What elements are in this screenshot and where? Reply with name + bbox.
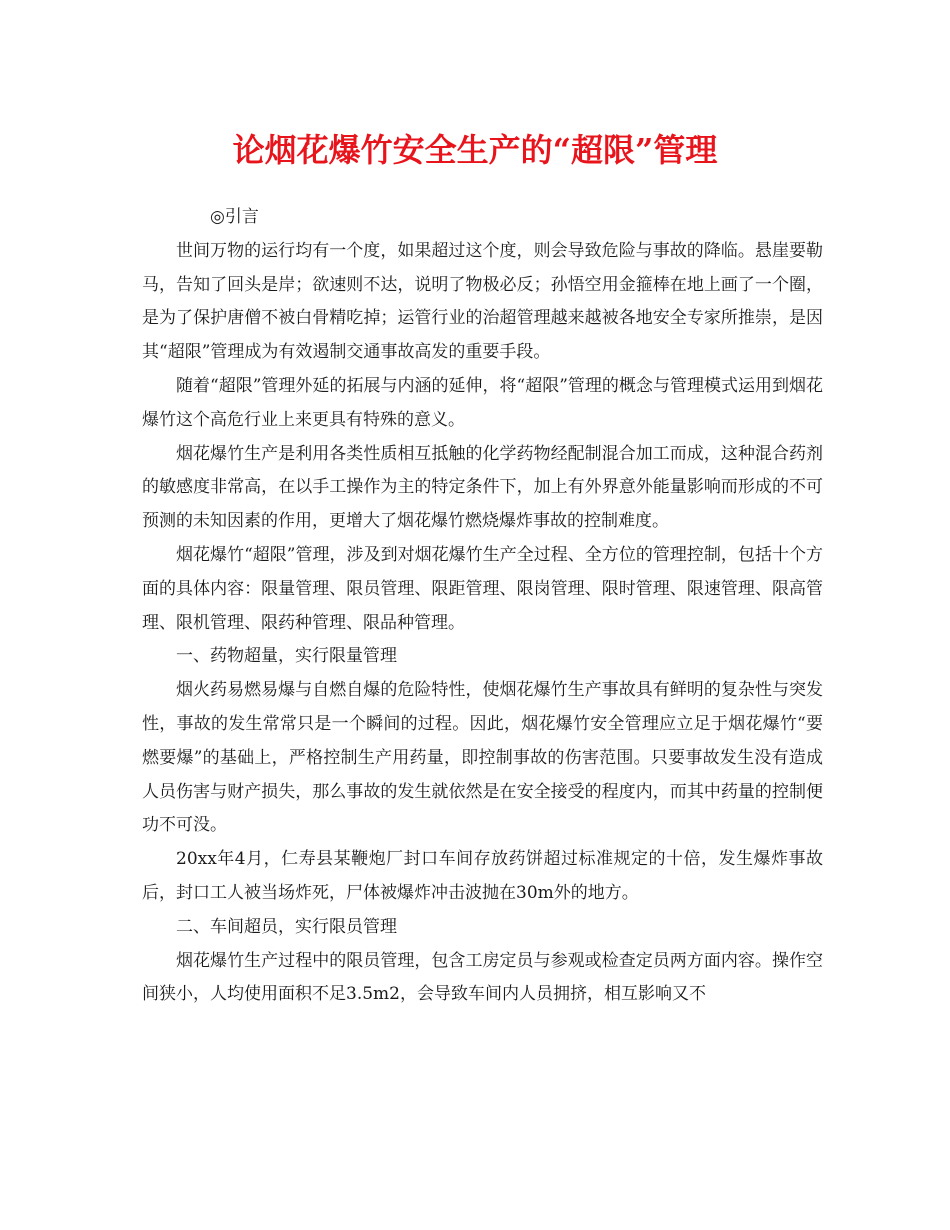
paragraph: 世间万物的运行均有一个度，如果超过这个度，则会导致危险与事故的降临。悬崖要勒马，告知了回头是岸；欲速则不达，说明了物极必反；孙悟空用金箍棒在地上画了一个圈，是为了保护唐僧不被白骨精吃掉；运管行业的治超管理越来越被各地安全专家所推崇，是因其“超限”管理成为有效遏制交通事故高发的重要手段。 (142, 240, 823, 363)
paragraph: 20xx年4月，仁寿县某鞭炮厂封口车间存放药饼超过标准规定的十倍，发生爆炸事故后，封口工人被当场炸死，尸体被爆炸冲击波抛在30m外的地方。 (142, 849, 823, 903)
section-heading: 一、药物超量，实行限量管理 (176, 646, 397, 667)
section-heading: 二、车间超员，实行限员管理 (176, 916, 397, 937)
document-title: 论烟花爆竹安全生产的“超限”管理 (232, 131, 718, 169)
paragraph: 烟花爆竹生产是利用各类性质相互抵触的化学药物经配制混合加工而成，这种混合药剂的敏感度非常高，在以手工操作为主的特定条件下，加上有外界意外能量影响而形成的不可预测的未知因素的作用，更增大了烟花爆竹燃烧爆炸事故的控制难度。 (142, 443, 823, 532)
paragraph: 烟花爆竹“超限”管理，涉及到对烟花爆竹生产全过程、全方位的管理控制，包括十个方面的具体内容：限量管理、限员管理、限距管理、限岗管理、限时管理、限速管理、限高管理、限机管理、限药种管理、限品种管理。 (142, 544, 823, 633)
paragraph: 随着“超限”管理外延的拓展与内涵的延伸，将“超限”管理的概念与管理模式运用到烟花爆竹这个高危行业上来更具有特殊的意义。 (142, 375, 823, 430)
paragraph: 烟火药易燃易爆与自燃自爆的危险特性，使烟花爆竹生产事故具有鲜明的复杂性与突发性，事故的发生常常只是一个瞬间的过程。因此，烟花爆竹安全管理应立足于烟花爆竹“要燃要爆”的基础上，严格控制生产用药量，即控制事故的伤害范围。只要事故发生没有造成人员伤害与财产损失，那么事故的发生就依然是在安全接受的程度内，而其中药量的控制便功不可没。 (142, 680, 823, 836)
section-heading-intro: ◎引言 (210, 207, 259, 227)
paragraph: 烟花爆竹生产过程中的限员管理，包含工房定员与参观或检查定员两方面内容。操作空间狭小，人均使用面积不足3.5m2，会导致车间内人员拥挤，相互影响又不 (142, 950, 823, 1005)
document-body (142, 201, 823, 1012)
